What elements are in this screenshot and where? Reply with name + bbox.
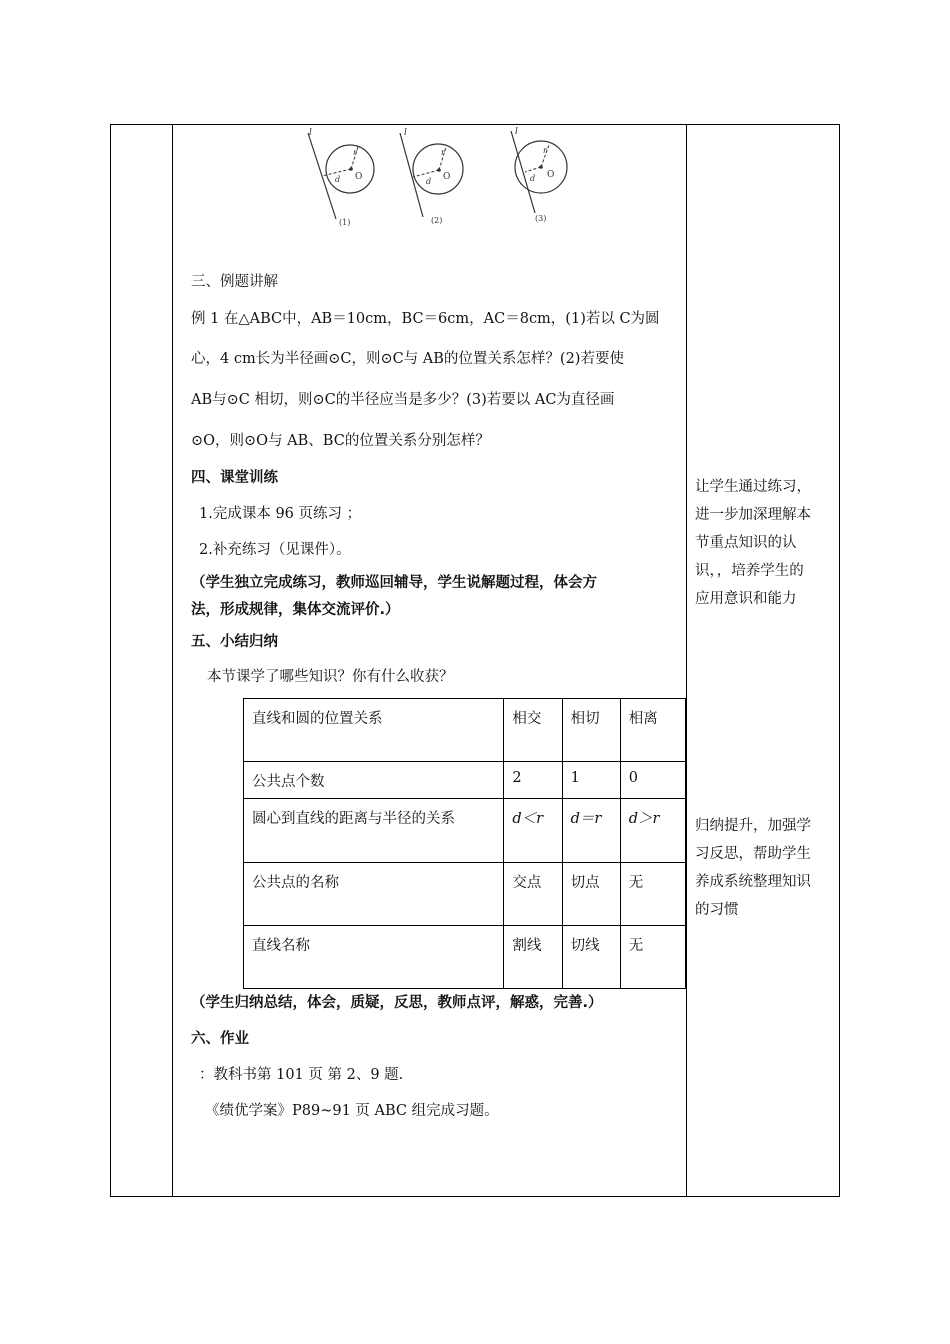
svg-text:O: O [547, 170, 555, 180]
example-line-4: ⊙O，则⊙O与 AB、BC的位置关系分别怎样？ [191, 433, 490, 449]
summary-question: 本节课学了哪些知识？你有什么收获？ [207, 669, 454, 685]
section-5-note: （学生归纳总结，体会，质疑，反思，教师点评，解惑，完善.） [191, 995, 603, 1011]
section-3-heading: 三、例题讲解 [191, 274, 278, 290]
svg-text:d: d [530, 174, 536, 183]
svg-text:l: l [515, 127, 518, 137]
example-line-2: 心，4 cm长为半径画⊙C，则⊙C与 AB的位置关系怎样？(2)若要使 [191, 351, 624, 367]
svg-text:d: d [335, 175, 341, 184]
relationship-table [243, 698, 686, 989]
figure-2 [400, 128, 463, 225]
svg-text:r: r [543, 146, 547, 155]
svg-text:O: O [443, 172, 451, 182]
homework-line-1: ：教科书第 101 页 第 2、9 题. [199, 1067, 404, 1083]
column-divider-right [686, 125, 687, 1196]
svg-text:r: r [441, 148, 445, 157]
figure-3 [511, 127, 567, 223]
figure-1-label: (1) [339, 218, 351, 227]
section-6-heading: 六、作业 [191, 1031, 249, 1047]
main-content-column [181, 125, 686, 1196]
column-divider-left [172, 125, 173, 1196]
section-4-heading: 四、课堂训练 [191, 470, 278, 486]
section-4-note-line-1: （学生独立完成练习，教师巡回辅导，学生说解题过程，体会方 [191, 575, 597, 591]
table-row: 公共点的名称 交点 切点 无 [244, 863, 686, 926]
svg-text:r: r [353, 148, 357, 157]
table-row: 圆心到直线的距离与半径的关系 d＜r d＝r d＞r [244, 799, 686, 863]
svg-text:l: l [404, 128, 407, 138]
figure-1 [308, 128, 374, 227]
side-note-summary: 归纳提升，加强学 习反思，帮助学生 养成系统整理知识 的习惯 [695, 818, 811, 918]
homework-line-2: 《绩优学案》P89~91 页 ABC 组完成习题。 [205, 1103, 499, 1119]
svg-text:O: O [355, 172, 363, 182]
section-5-heading: 五、小结归纳 [191, 634, 278, 650]
figure-2-label: (2) [431, 216, 443, 225]
exercise-item-2: 2.补充练习（见课件）。 [199, 542, 351, 558]
table-row: 直线和圆的位置关系 相交 相切 相离 [244, 699, 686, 762]
side-note-practice: 让学生通过练习， 进一步加深理解本 节重点知识的认 识，，培养学生的 应用意识和能力 [695, 479, 811, 607]
svg-text:d: d [426, 177, 432, 186]
section-4-note-line-2: 法，形成规律，集体交流评价.） [191, 602, 400, 618]
line-circle-figures [303, 127, 603, 227]
exercise-item-1: 1.完成课本 96 页练习 ； [199, 506, 362, 522]
figure-1-line-label: l [309, 128, 312, 138]
figure-3-label: (3) [535, 214, 547, 223]
example-line-1: 例 1 在△ABC中，AB＝10cm，BC＝6cm，AC＝8cm，(1)若以 C为圆 [191, 311, 660, 327]
lesson-plan-table [110, 124, 840, 1197]
table-row: 公共点个数 2 1 0 [244, 762, 686, 799]
table-row: 直线名称 割线 切线 无 [244, 926, 686, 989]
example-line-3: AB与⊙C 相切，则⊙C的半径应当是多少？(3)若要以 AC为直径画 [191, 392, 615, 408]
